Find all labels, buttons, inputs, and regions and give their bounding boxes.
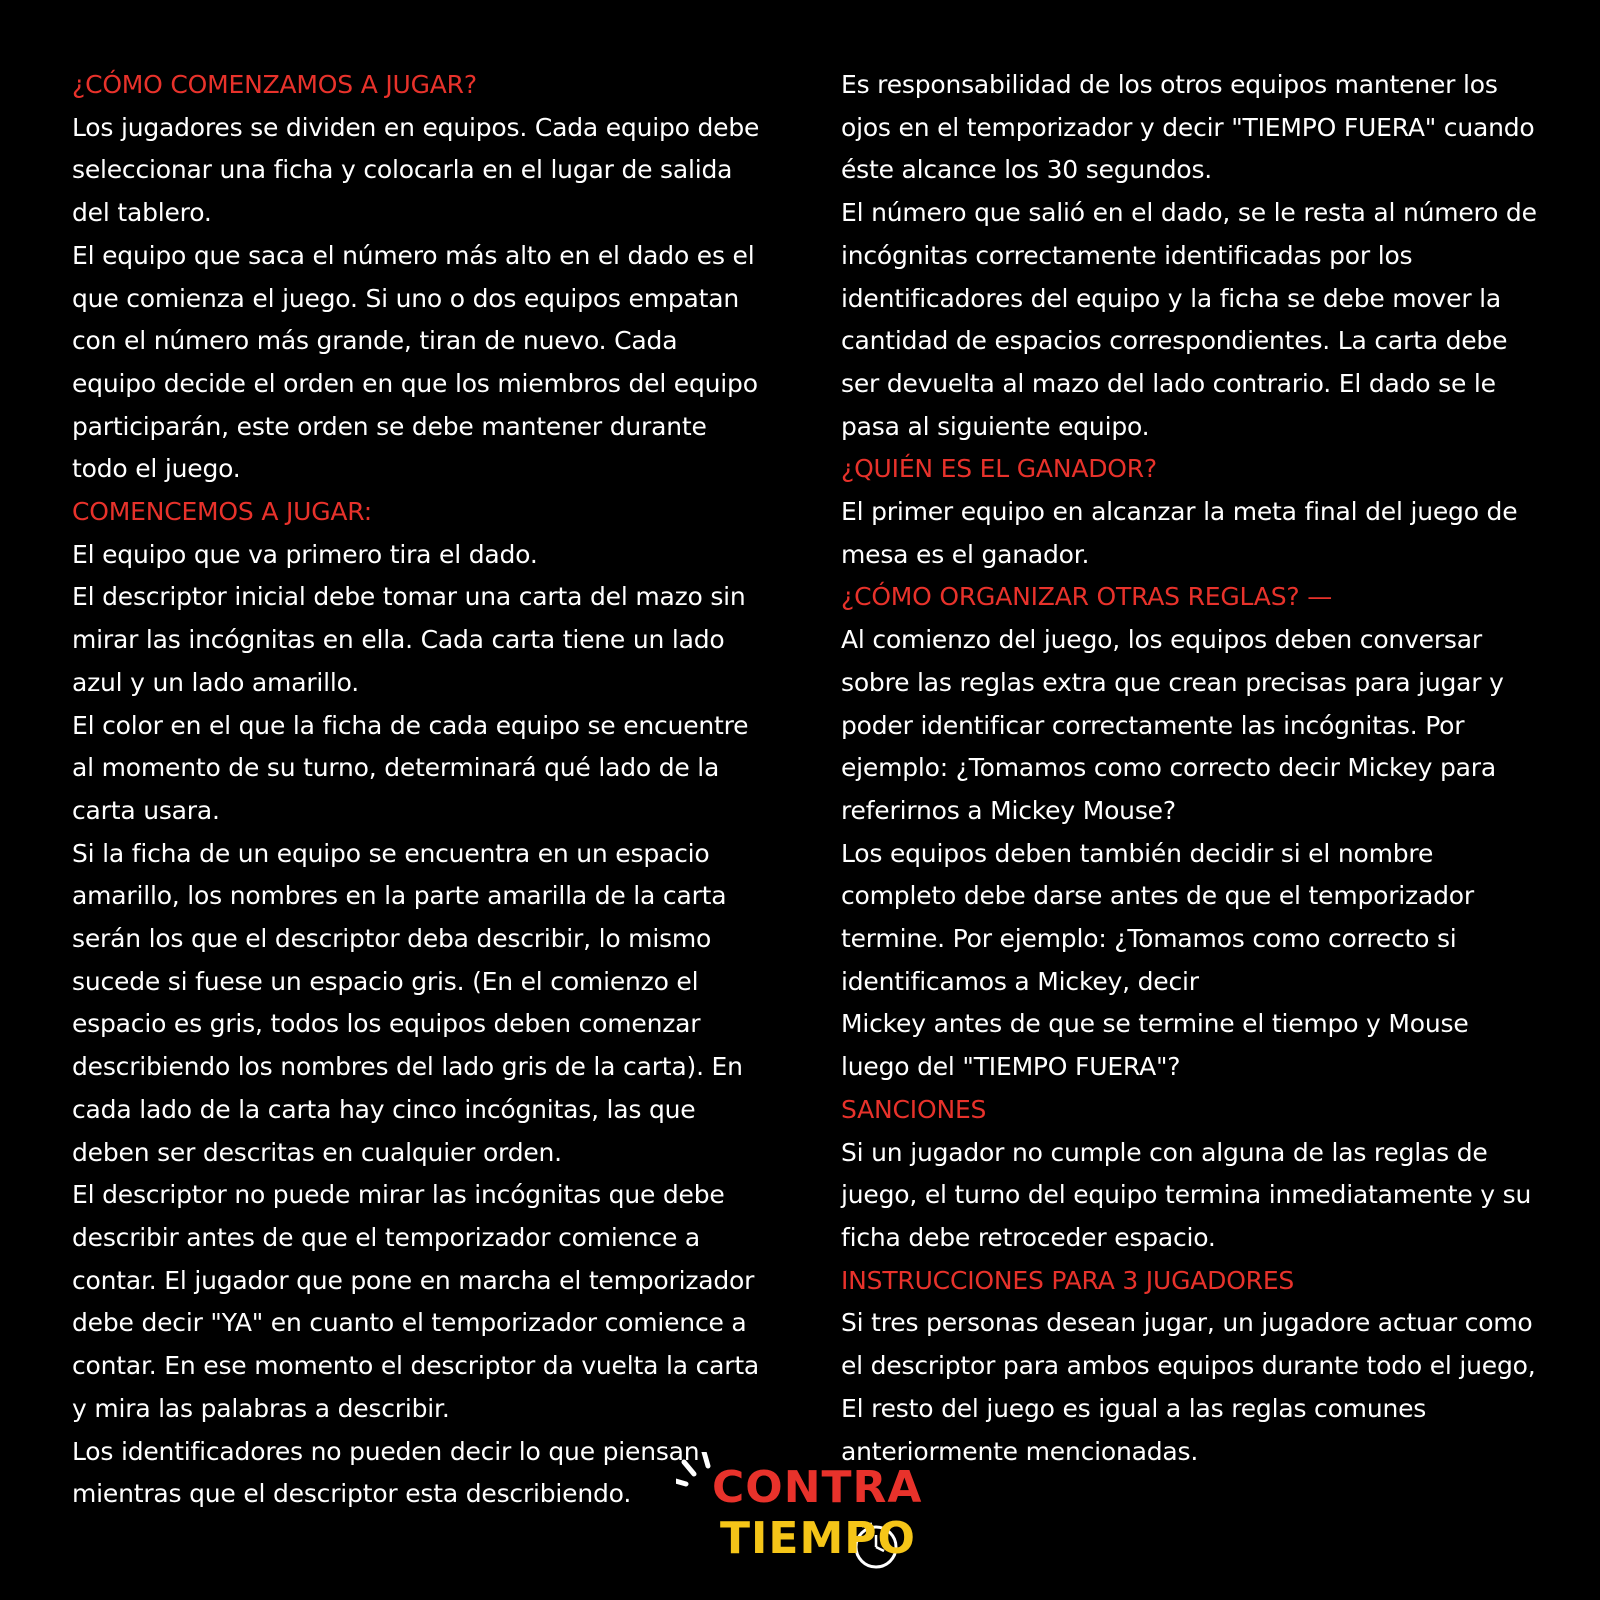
paragraph: El resto del juego es igual a las reglas comunes anteriormente mencionadas. (841, 1393, 1427, 1466)
paragraph: Si la ficha de un equipo se encuentra en un espacio amarillo, los nombres en la parte amarilla de la carta serán los que el descriptor deba describir, lo mismo sucede si fuese un espacio gris. (En el comienzo el espacio es gris, todos los equipos deben comenzar describiendo los nombres del lado gris de la carta). En cada lado de la carta hay cinco incógnitas, las que deben ser descritas en cualquier orden. (72, 838, 743, 1167)
left-column (72, 64, 762, 1516)
logo-word-contra: CONTRA (712, 1462, 923, 1513)
paragraph: El descriptor inicial debe tomar una carta del mazo sin mirar las incógnitas en ella. Cada carta tiene un lado azul y un lado amarillo. (72, 582, 746, 697)
right-column (841, 64, 1541, 1473)
paragraph: El equipo que saca el número más alto en el dado es el que comienza el juego. Si uno o dos equipos empatan con el número más grande, tiran de nuevo. Cada equipo decide el orden en que los miembros del equipo participarán, este orden se debe mantener durante todo el juego. (72, 240, 758, 484)
paragraph: Es responsabilidad de los otros equipos mantener los ojos en el temporizador y decir "TIEMPO FUERA" cuando éste alcance los 30 segundos. (841, 70, 1535, 185)
paragraph: El primer equipo en alcanzar la meta final del juego de mesa es el ganador. (841, 497, 1518, 569)
paragraph: El equipo que va primero tira el dado. (72, 539, 538, 569)
paragraph: Al comienzo del juego, los equipos deben conversar sobre las reglas extra que crean precisas para jugar y poder identificar correctamente las incógnitas. Por ejemplo: ¿Tomamos como correcto decir Mickey para referirnos a Mickey Mouse? (841, 625, 1504, 825)
paragraph: El color en el que la ficha de cada equipo se encuentre al momento de su turno, determinará qué lado de la carta usara. (72, 710, 749, 825)
paragraph: Si tres personas desean jugar, un jugadore actuar como el descriptor para ambos equipos durante todo el juego, (841, 1308, 1536, 1381)
paragraph: Si un jugador no cumple con alguna de las reglas de juego, el turno del equipo termina inmediatamente y su ficha debe retroceder espacio. (841, 1137, 1532, 1252)
paragraph: Los identificadores no pueden decir lo que piensan mientras que el descriptor esta describiendo. (72, 1436, 700, 1509)
section-heading: SANCIONES (841, 1094, 987, 1124)
section-heading: ¿QUIÉN ES EL GANADOR? (841, 454, 1157, 484)
logo-word-tiempo: TIEMPO (720, 1513, 916, 1564)
section-heading: ¿CÓMO COMENZAMOS A JUGAR? (72, 70, 477, 99)
paragraph: Los equipos deben también decidir si el nombre completo debe darse antes de que el temporizador termine. Por ejemplo: ¿Tomamos como correcto si identificamos a Mickey, decir (841, 838, 1474, 996)
paragraph: El número que salió en el dado, se le resta al número de incógnitas correctamente identificadas por los identificadores del equipo y la ficha se debe mover la cantidad de espacios correspondientes. La carta debe ser devuelta al mazo del lado contrario. El dado se le pasa al siguiente equipo. (841, 198, 1537, 441)
paragraph: Los jugadores se dividen en equipos. Cada equipo debe seleccionar una ficha y colocarla en el lugar de salida del tablero. (72, 112, 760, 228)
section-heading: COMENCEMOS A JUGAR: (72, 497, 372, 527)
section-heading: ¿CÓMO ORGANIZAR OTRAS REGLAS? — (841, 582, 1332, 612)
contra-tiempo-logo (676, 1452, 923, 1582)
paragraph: Mickey antes de que se termine el tiempo y Mouse luego del "TIEMPO FUERA"? (841, 1009, 1469, 1082)
paragraph: El descriptor no puede mirar las incógnitas que debe describir antes de que el temporizador comience a contar. El jugador que pone en marcha el temporizador debe decir "YA" en cuanto el temporizador comience a contar. En ese momento el descriptor da vuelta la carta y mira las palabras a describir. (72, 1180, 760, 1423)
section-heading: INSTRUCCIONES PARA 3 JUGADORES (841, 1265, 1295, 1295)
